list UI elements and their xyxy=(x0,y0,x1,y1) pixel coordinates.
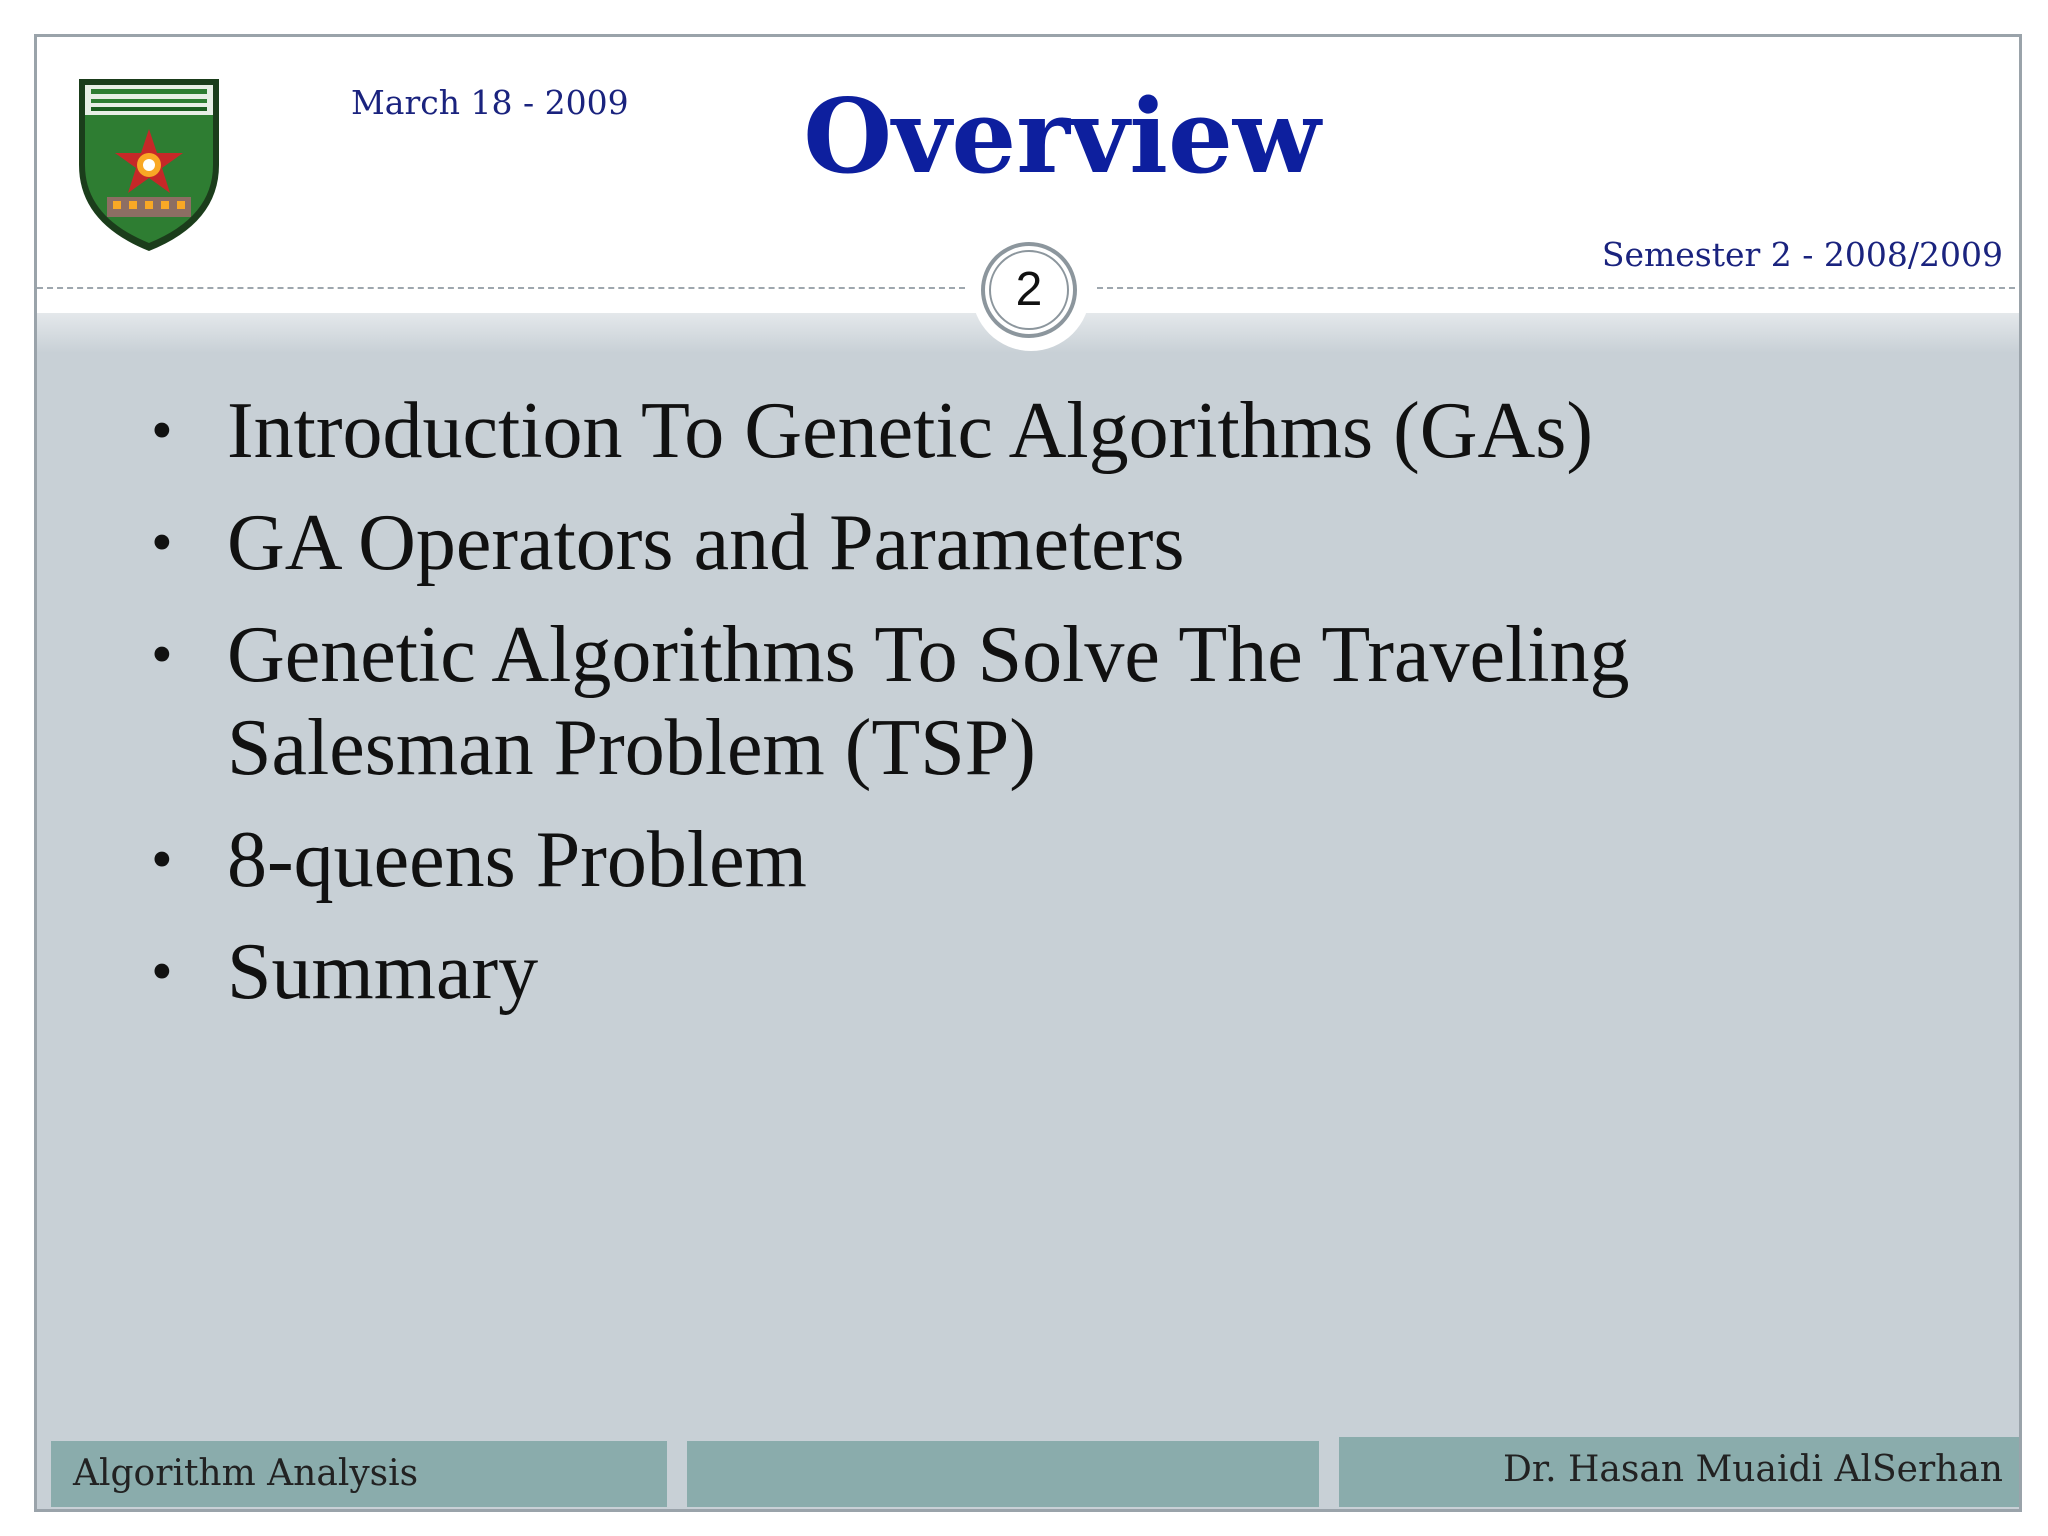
slide xyxy=(34,34,2022,1512)
header-divider-right xyxy=(1097,287,2022,289)
semester-label: Semester 2 - 2008/2009 xyxy=(1601,235,2003,274)
bullet-item: • 8-queens Problem xyxy=(125,814,1825,907)
bullet-item: • Genetic Algorithms To Solve The Traveling Salesman Problem (TSP) xyxy=(125,609,1825,795)
slide-date: March 18 - 2009 xyxy=(351,83,629,122)
footer-center-box xyxy=(687,1441,1319,1507)
footer-course-title: Algorithm Analysis xyxy=(51,1441,667,1507)
page-number: 2 xyxy=(989,250,1069,330)
bullet-item: • Summary xyxy=(125,926,1825,1019)
bullet-item: • Introduction To Genetic Algorithms (GAs) xyxy=(125,385,1825,478)
header-divider-left xyxy=(37,287,965,289)
slide-title: Overview xyxy=(803,77,1321,197)
university-logo-icon xyxy=(73,73,225,255)
bullet-item: • GA Operators and Parameters xyxy=(125,497,1825,590)
footer-author: Dr. Hasan Muaidi AlSerhan xyxy=(1339,1437,2022,1507)
bullet-list xyxy=(125,385,1825,1038)
